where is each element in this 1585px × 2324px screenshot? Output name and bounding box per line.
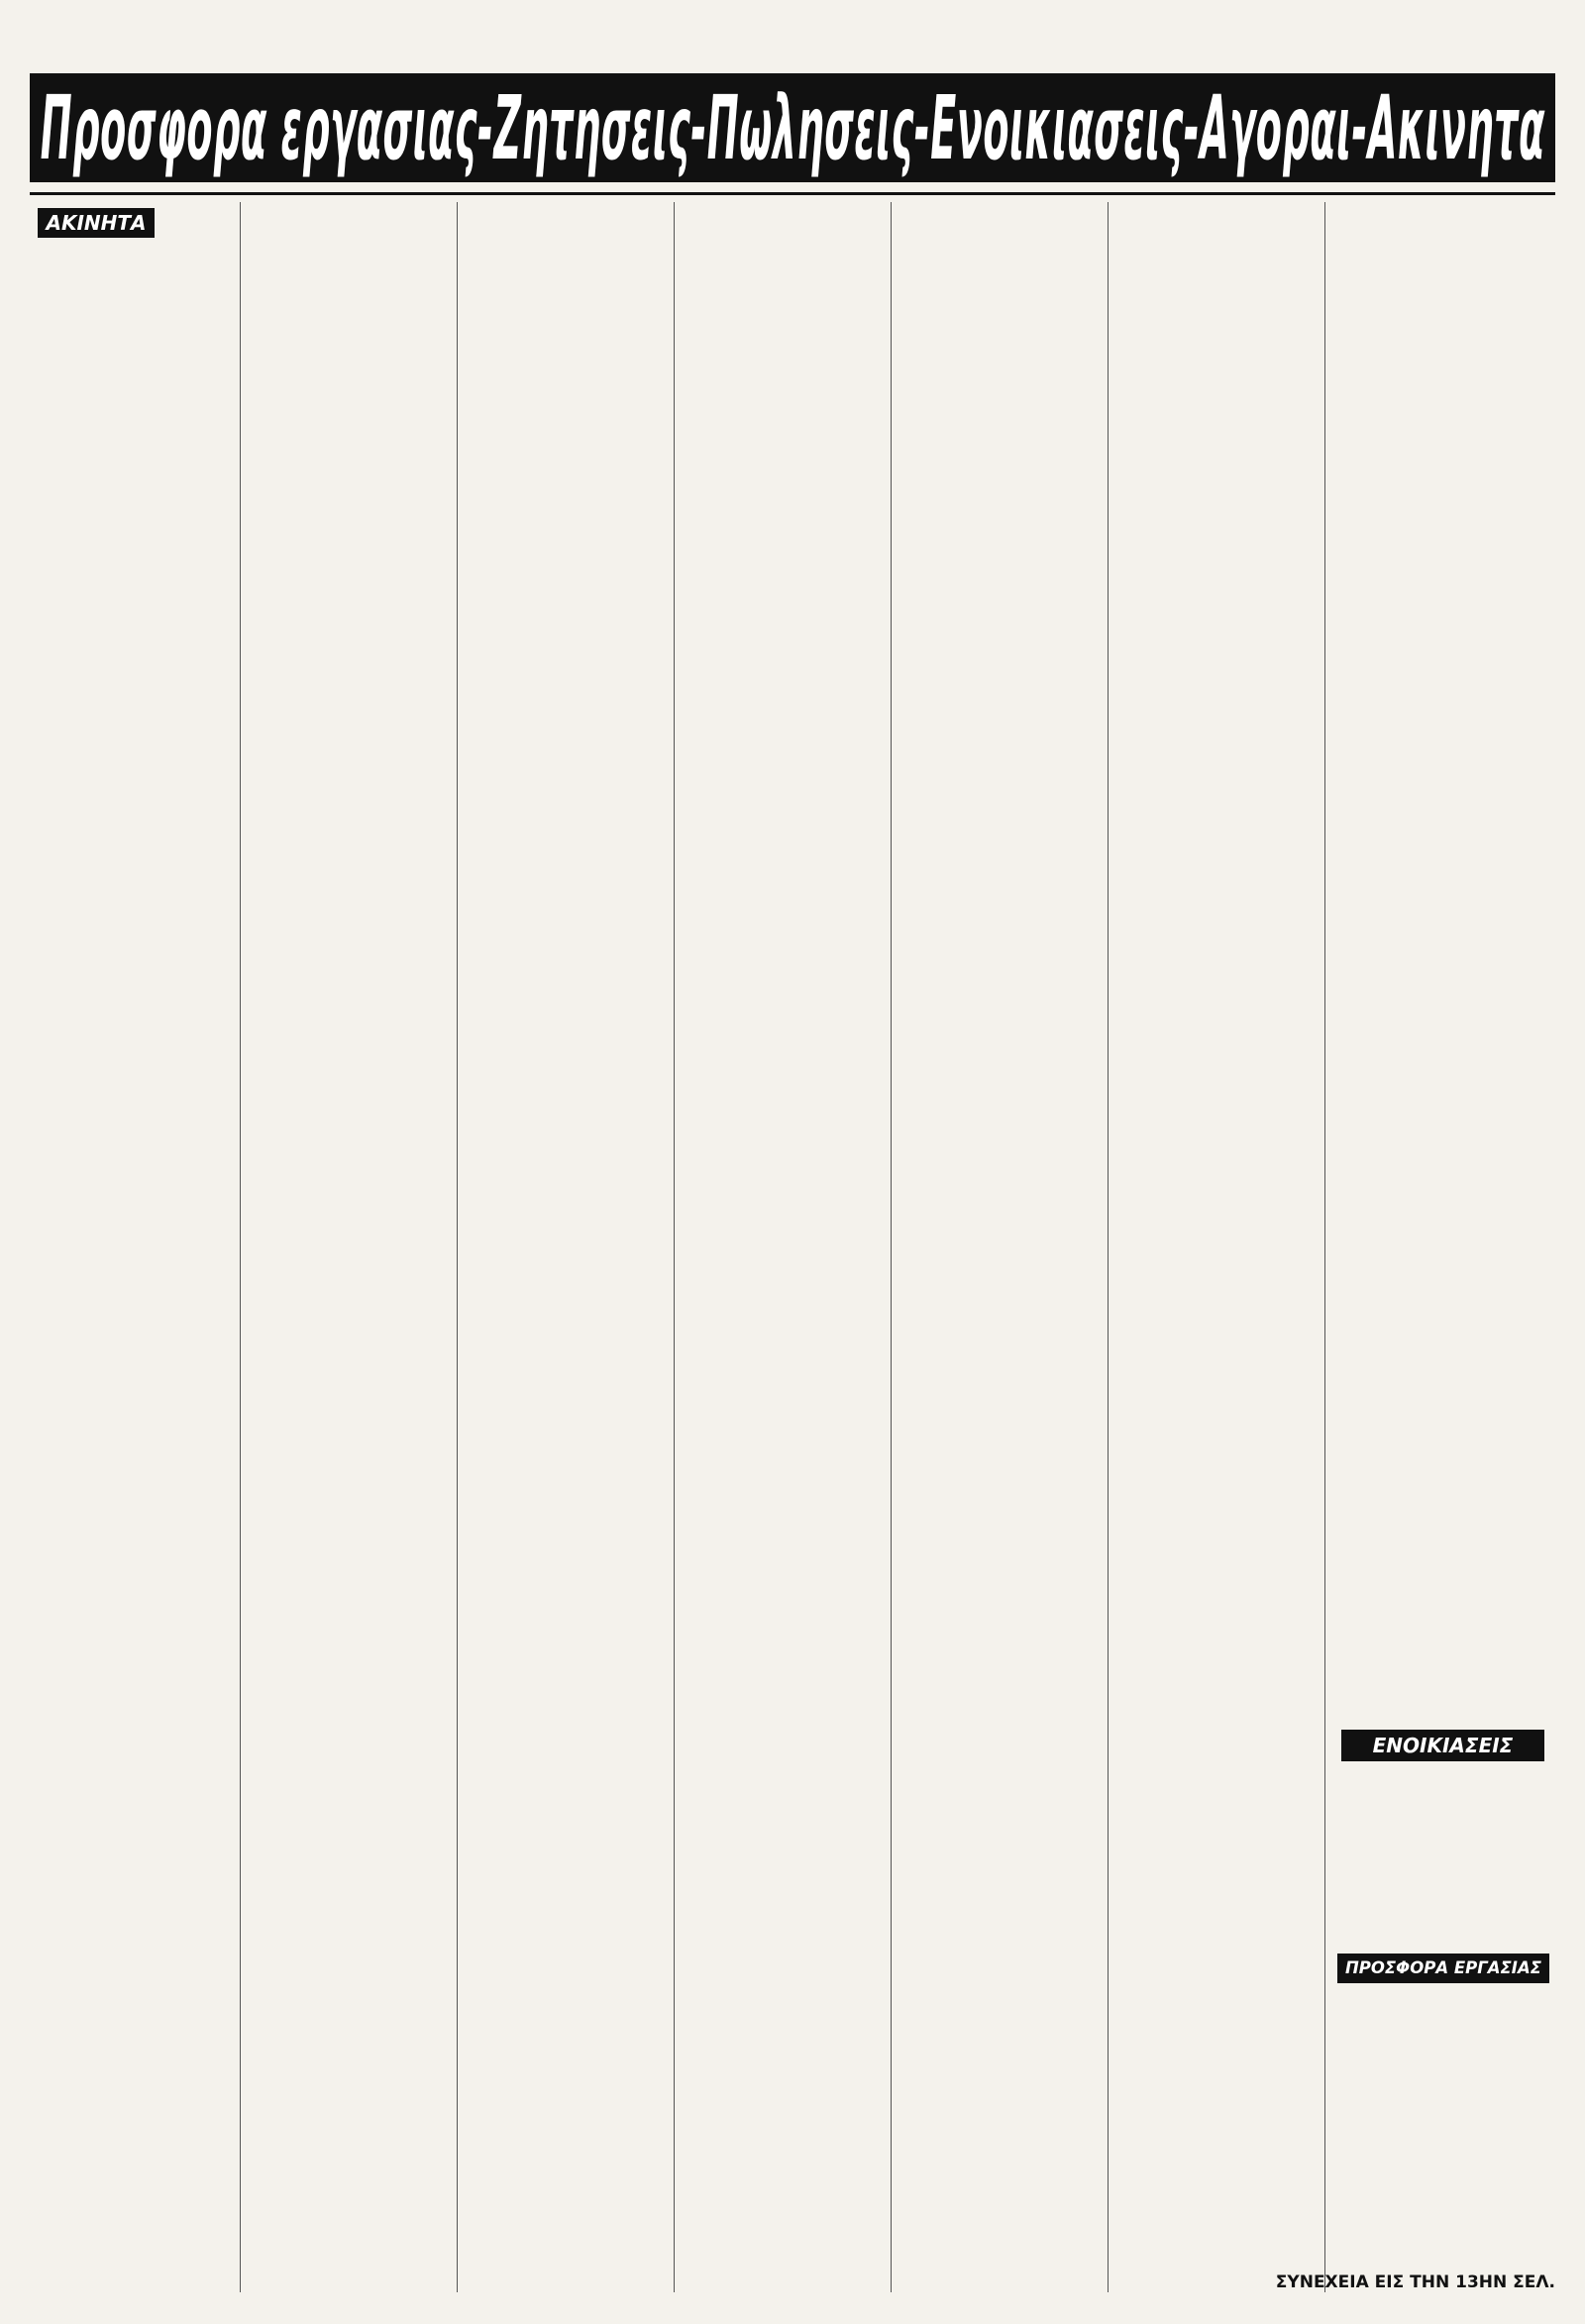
column-body [1114,202,1318,2286]
column-body [464,202,667,2286]
section-title: ΠΡΟΣΦΟΡΑ ΕΡΓΑΣΙΑΣ [1344,1958,1542,1978]
column-1 [30,202,233,2292]
column-7 [1275,202,1555,2292]
column-6 [1114,202,1318,2292]
section-header-job-offers [1337,1954,1549,1983]
column-2 [247,202,450,2292]
masthead-banner [30,73,1555,182]
section-header-real-estate [38,208,155,238]
column-5 [898,202,1101,2292]
column-divider [1324,202,1325,2292]
masthead-title: Προσφορα εργασιας-Ζητησεις-Πωλησεις-Ενοικιασεις-Αγοραι-Ακινητα [40,76,1545,179]
column-divider [240,202,241,2292]
column-body [1331,202,1555,1723]
column-4 [681,202,884,2292]
newspaper-page [30,61,1555,2300]
continued-notice: ΣΥΝΕΧΕΙΑ ΕΙΣ ΤΗΝ 13ΗΝ ΣΕΛ. [1275,2272,1555,2292]
classifieds-columns [30,202,1555,2292]
masthead-rule [30,192,1555,195]
column-3 [464,202,667,2292]
column-divider [891,202,892,2292]
section-title: ΑΚΙΝΗΤΑ [46,211,147,235]
column-divider [674,202,675,2292]
column-body [30,246,233,2286]
column-divider [457,202,458,2292]
column-divider [1108,202,1109,2292]
column-body [247,202,450,2286]
section-title: ΕΝΟΙΚΙΑΣΕΙΣ [1372,1734,1514,1757]
column-body [1331,1769,1555,1948]
column-body [1331,1991,1555,2259]
column-body [681,202,884,2286]
section-header-rentals [1341,1730,1544,1761]
column-body [898,202,1101,2286]
